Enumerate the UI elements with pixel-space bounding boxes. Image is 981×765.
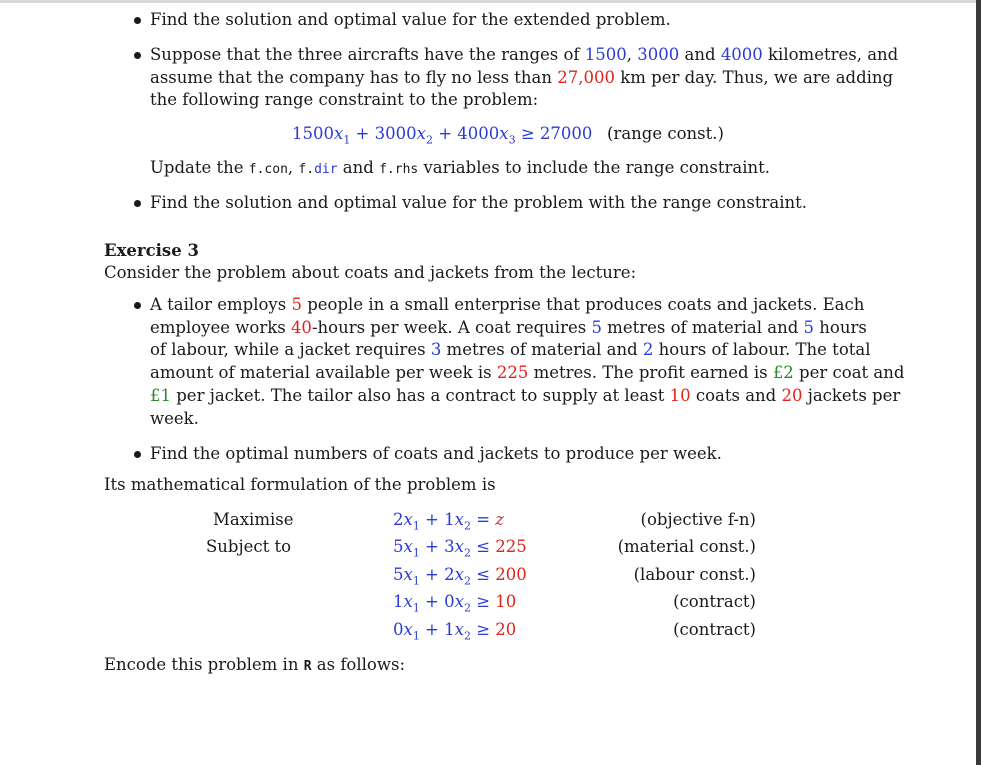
range-equation-label: (range const.) (607, 124, 724, 143)
tailor-line-5: £1 per jacket. The tailor also has a contract to supply at least 10 coats and 20 jackets per (150, 385, 901, 405)
formulation-intro: Its mathematical formulation of the problem is (104, 475, 496, 494)
lp-label-labour: (labour const.) (633, 565, 756, 584)
jacket-labour: 2 (642, 340, 654, 360)
coat-labour: 5 (803, 317, 815, 337)
code-f-dir: f.dir (298, 162, 338, 177)
bullet-marker (134, 451, 141, 458)
range-line-3: the following range constraint to the problem: (150, 90, 539, 110)
num-hours: 40 (290, 317, 312, 337)
range-line-1: Suppose that the three aircrafts have the ranges of 1500, 3000 and 4000 kilometres, and (150, 45, 899, 64)
lp-subject-to: Subject to (206, 537, 292, 556)
tailor-line-4: amount of material available per week is 225 metres. The profit earned is £2 per coat and (150, 363, 905, 383)
min-jackets: 20 (781, 385, 803, 405)
coat-material: 5 (591, 317, 602, 337)
bullet-range-constraint: Find the solution and optimal value for the problem with the range constraint. (150, 193, 808, 212)
lp-label-material: (material const.) (617, 537, 756, 556)
range-paragraph (150, 44, 899, 112)
tailor-line-6: week. (150, 408, 199, 428)
lp-row-material: $5x_1 + 3x_2 \le 225$ (393, 537, 527, 560)
lp-label-objective: (objective f-n) (640, 510, 756, 529)
lp-row-objective: $2x_1 + 1x_2 = z$ (393, 510, 504, 533)
lp-label-contract-2: (contract) (673, 620, 756, 639)
bullet-extended-problem: Find the solution and optimal value for the extended problem. (150, 10, 671, 29)
range-1500: 1500 (584, 45, 627, 64)
lp-row-labour: $5x_1 + 2x_2 \le 200$ (393, 565, 527, 588)
range-equation: $1500x_1 + 3000x_2 + 4000x_3 \ge 27000$ (292, 124, 593, 147)
code-f-con: f.con (248, 162, 288, 177)
update-line: Update the f.con, f.dir and f.rhs variables to include the range constraint. (150, 158, 770, 177)
coat-profit: £2 (772, 363, 794, 383)
tailor-paragraph (150, 294, 905, 430)
exercise-title: Exercise 3 (104, 241, 199, 260)
range-3000: 3000 (637, 45, 680, 64)
code-f-rhs: f.rhs (379, 162, 419, 177)
encode-line: Encode this problem in R as follows: (104, 655, 406, 674)
page-top-edge (0, 0, 976, 3)
right-edge-bar (976, 0, 981, 765)
bullet-marker (134, 200, 141, 207)
range-4000: 4000 (720, 45, 763, 64)
bullet-marker (134, 302, 141, 309)
tailor-line-1: A tailor employs 5 people in a small enterprise that produces coats and jackets. Each (150, 295, 865, 314)
lp-label-contract-1: (contract) (673, 592, 756, 611)
code-r: R (303, 659, 312, 674)
bullet-optimal-numbers: Find the optimal numbers of coats and jackets to produce per week. (150, 444, 722, 463)
lp-row-contract-jackets: $0x_1 + 1x_2 \ge 20$ (393, 620, 517, 643)
jacket-profit: £1 (150, 385, 171, 405)
bullet-marker (134, 52, 141, 59)
bullet-marker (134, 17, 141, 24)
exercise-intro: Consider the problem about coats and jackets from the lecture: (104, 263, 637, 282)
distance-27000: 27,000 (557, 67, 615, 87)
lp-maximise: Maximise (213, 510, 294, 529)
min-coats: 10 (669, 385, 691, 405)
jacket-material: 3 (430, 340, 442, 360)
tailor-line-2: employee works 40-hours per week. A coat requires 5 metres of material and 5 hours (150, 317, 867, 337)
lp-row-contract-coats: $1x_1 + 0x_2 \ge 10$ (393, 592, 517, 615)
tailor-line-3: of labour, while a jacket requires 3 metres of material and 2 hours of labour. The total (150, 340, 871, 360)
range-line-2: assume that the company has to fly no less than 27,000 km per day. Thus, we are adding (150, 67, 894, 87)
num-people: 5 (291, 295, 302, 314)
material-available: 225 (496, 363, 529, 383)
